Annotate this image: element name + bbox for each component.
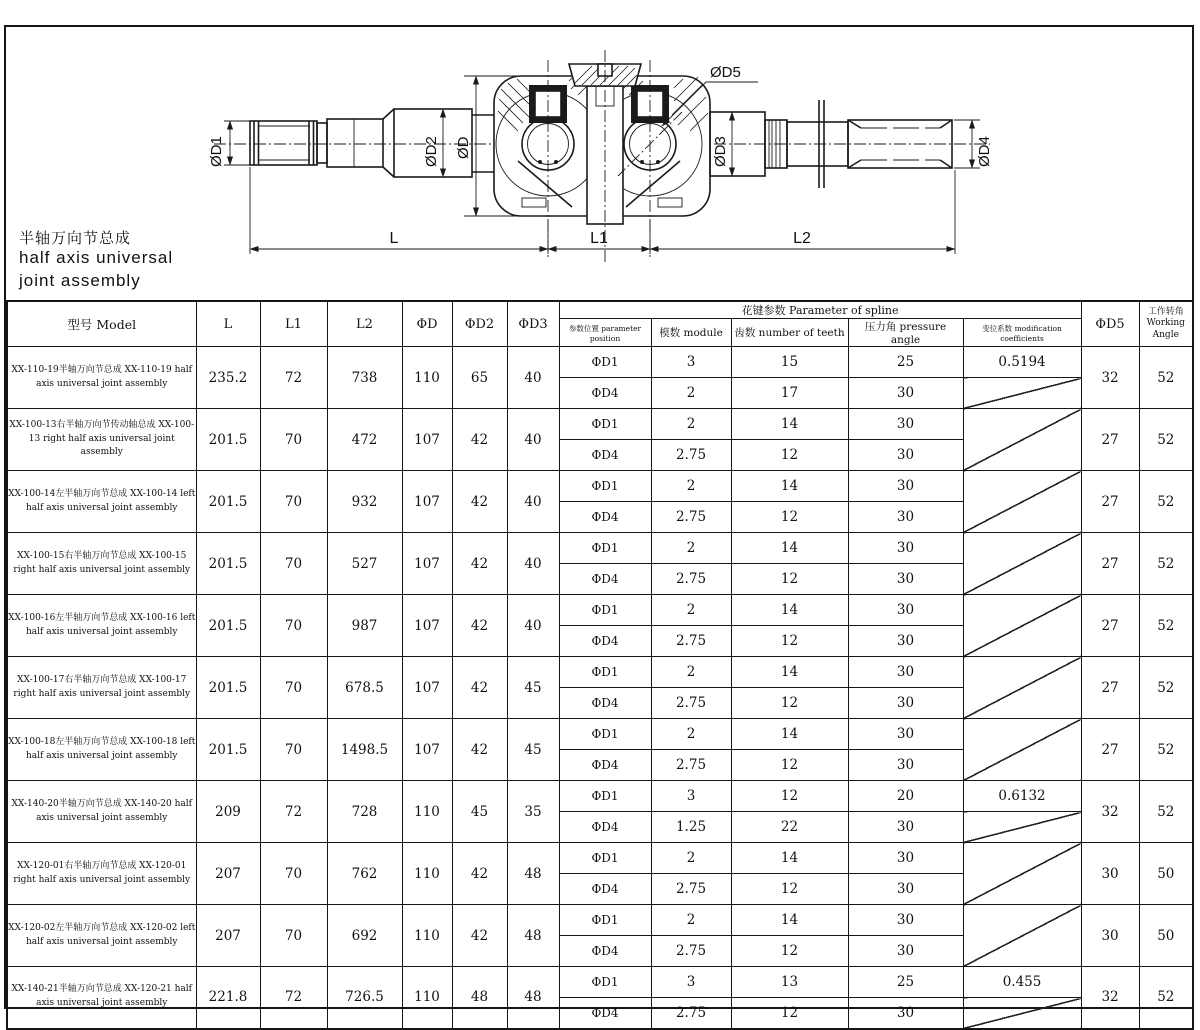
- dD5-cell: 27: [1081, 471, 1139, 533]
- header-model: 型号 Model: [7, 301, 196, 347]
- dD3-cell: 40: [507, 409, 559, 471]
- dD5-cell: 30: [1081, 905, 1139, 967]
- L1-cell: 70: [260, 719, 327, 781]
- pressure-angle-cell: 30: [848, 750, 963, 781]
- pressure-angle-cell: 30: [848, 688, 963, 719]
- working-angle-cell: 52: [1139, 595, 1193, 657]
- L1-cell: 70: [260, 595, 327, 657]
- pressure-angle-cell: 30: [848, 409, 963, 440]
- mod-coeff-cell: [963, 471, 1081, 533]
- header-mod-coeff: 变位系数 modification coefficients: [963, 319, 1081, 347]
- dD5-cell: 27: [1081, 409, 1139, 471]
- teeth-cell: 12: [731, 688, 848, 719]
- teeth-cell: 12: [731, 874, 848, 905]
- model-cell: XX-120-02左半轴万向节总成 XX-120-02 left half axis universal joint assembly: [7, 905, 196, 967]
- L1-cell: 72: [260, 781, 327, 843]
- dD2-cell: 65: [452, 347, 507, 409]
- L1-cell: 72: [260, 967, 327, 1029]
- table-row: [7, 471, 1193, 502]
- spline-position-cell: ΦD4: [559, 440, 651, 471]
- module-cell: 2: [651, 657, 731, 688]
- label-L2: L2: [793, 230, 811, 247]
- module-cell: 2.75: [651, 936, 731, 967]
- module-cell: 2.75: [651, 626, 731, 657]
- teeth-cell: 14: [731, 719, 848, 750]
- header-working-angle: [1139, 301, 1193, 347]
- L-cell: 207: [196, 843, 260, 905]
- table-row: [7, 719, 1193, 750]
- table-row: [7, 905, 1193, 936]
- spec-table-header: [7, 301, 1193, 347]
- teeth-cell: 15: [731, 347, 848, 378]
- dD3-cell: 35: [507, 781, 559, 843]
- L2-cell: 932: [327, 471, 402, 533]
- mod-coeff-cell: [963, 533, 1081, 595]
- L-cell: 201.5: [196, 719, 260, 781]
- L-cell: 201.5: [196, 657, 260, 719]
- table-row: [7, 657, 1193, 688]
- module-cell: 3: [651, 967, 731, 998]
- working-angle-cell: 52: [1139, 719, 1193, 781]
- dD5-cell: 27: [1081, 595, 1139, 657]
- teeth-cell: 12: [731, 998, 848, 1029]
- spline-position-cell: ΦD4: [559, 874, 651, 905]
- dD-cell: 110: [402, 967, 452, 1029]
- spline-position-cell: ΦD1: [559, 657, 651, 688]
- working-angle-cell: 52: [1139, 781, 1193, 843]
- L1-cell: 70: [260, 409, 327, 471]
- mod-coeff-cell: [963, 998, 1081, 1029]
- module-cell: 3: [651, 781, 731, 812]
- label-L1: L1: [590, 230, 608, 247]
- teeth-cell: 14: [731, 533, 848, 564]
- sheet-frame: [4, 25, 1194, 1021]
- dD3-cell: 48: [507, 843, 559, 905]
- dD-cell: 107: [402, 719, 452, 781]
- teeth-cell: 12: [731, 936, 848, 967]
- model-cell: XX-100-14左半轴万向节总成 XX-100-14 left half axis universal joint assembly: [7, 471, 196, 533]
- table-row: [7, 347, 1193, 378]
- teeth-cell: 17: [731, 378, 848, 409]
- L2-cell: 692: [327, 905, 402, 967]
- dD-cell: 110: [402, 843, 452, 905]
- dD-cell: 110: [402, 905, 452, 967]
- pressure-angle-cell: 30: [848, 843, 963, 874]
- spline-position-cell: ΦD4: [559, 688, 651, 719]
- header-L: L: [196, 301, 260, 347]
- module-cell: 2: [651, 843, 731, 874]
- spline-position-cell: ΦD1: [559, 409, 651, 440]
- L1-cell: 70: [260, 533, 327, 595]
- dD3-cell: 48: [507, 905, 559, 967]
- L-cell: 201.5: [196, 533, 260, 595]
- L2-cell: 728: [327, 781, 402, 843]
- module-cell: 2: [651, 378, 731, 409]
- mod-coeff-cell: [963, 905, 1081, 967]
- model-cell: XX-110-19半轴万向节总成 XX-110-19 half axis universal joint assembly: [7, 347, 196, 409]
- pressure-angle-cell: 30: [848, 378, 963, 409]
- dim-d2: [423, 109, 443, 177]
- L-cell: 201.5: [196, 471, 260, 533]
- teeth-cell: 13: [731, 967, 848, 998]
- spline-position-cell: ΦD1: [559, 781, 651, 812]
- module-cell: 2.75: [651, 750, 731, 781]
- pressure-angle-cell: 30: [848, 502, 963, 533]
- model-cell: XX-140-20半轴万向节总成 XX-140-20 half axis universal joint assembly: [7, 781, 196, 843]
- dD-cell: 107: [402, 657, 452, 719]
- teeth-cell: 14: [731, 657, 848, 688]
- dD-cell: 110: [402, 347, 452, 409]
- dD5-cell: 27: [1081, 657, 1139, 719]
- pressure-angle-cell: 30: [848, 595, 963, 626]
- table-row: [7, 533, 1193, 564]
- module-cell: 1.25: [651, 812, 731, 843]
- module-cell: 2.75: [651, 688, 731, 719]
- spline-position-cell: ΦD4: [559, 750, 651, 781]
- dD3-cell: 40: [507, 471, 559, 533]
- table-row: [7, 781, 1193, 812]
- L1-cell: 70: [260, 843, 327, 905]
- module-cell: 2.75: [651, 564, 731, 595]
- dD5-cell: 32: [1081, 967, 1139, 1029]
- assembly-title-en-line2: joint assembly: [19, 271, 141, 290]
- working-angle-cell: 50: [1139, 843, 1193, 905]
- module-cell: 2: [651, 533, 731, 564]
- dD-cell: 107: [402, 409, 452, 471]
- L-cell: 235.2: [196, 347, 260, 409]
- mod-coeff-cell: [963, 812, 1081, 843]
- mod-coeff-cell: 0.5194: [963, 347, 1081, 378]
- module-cell: 2.75: [651, 874, 731, 905]
- spline-position-cell: ΦD1: [559, 967, 651, 998]
- module-cell: 2.75: [651, 502, 731, 533]
- model-cell: XX-100-17右半轴万向节总成 XX-100-17 right half axis universal joint assembly: [7, 657, 196, 719]
- header-dD5: ΦD5: [1081, 301, 1139, 347]
- pressure-angle-cell: 30: [848, 719, 963, 750]
- dD-cell: 107: [402, 533, 452, 595]
- header-working-angle-cn: 工作转角: [1147, 307, 1184, 318]
- teeth-cell: 12: [731, 564, 848, 595]
- label-d5: ØD5: [710, 64, 741, 81]
- dD5-cell: 32: [1081, 347, 1139, 409]
- module-cell: 2: [651, 595, 731, 626]
- spline-position-cell: ΦD4: [559, 812, 651, 843]
- model-cell: XX-100-18左半轴万向节总成 XX-100-18 left half axis universal joint assembly: [7, 719, 196, 781]
- dD2-cell: 42: [452, 533, 507, 595]
- teeth-cell: 12: [731, 440, 848, 471]
- dD3-cell: 40: [507, 347, 559, 409]
- working-angle-cell: 52: [1139, 967, 1193, 1029]
- L1-cell: 72: [260, 347, 327, 409]
- L2-cell: 472: [327, 409, 402, 471]
- spline-position-cell: ΦD4: [559, 936, 651, 967]
- module-cell: 2: [651, 409, 731, 440]
- table-row: [7, 967, 1193, 998]
- working-angle-cell: 52: [1139, 657, 1193, 719]
- working-angle-cell: 52: [1139, 409, 1193, 471]
- header-dD2: ΦD2: [452, 301, 507, 347]
- label-d3: ØD3: [712, 136, 729, 167]
- dD2-cell: 48: [452, 967, 507, 1029]
- dD2-cell: 42: [452, 843, 507, 905]
- L2-cell: 1498.5: [327, 719, 402, 781]
- dD2-cell: 42: [452, 595, 507, 657]
- header-module: 模数 module: [651, 319, 731, 347]
- label-L: L: [389, 230, 399, 247]
- spec-table: [6, 300, 1194, 1030]
- dD2-cell: 42: [452, 471, 507, 533]
- spline-position-cell: ΦD4: [559, 502, 651, 533]
- mod-coeff-cell: [963, 843, 1081, 905]
- header-spline-group: 花键参数 Parameter of spline: [559, 301, 1081, 319]
- teeth-cell: 14: [731, 595, 848, 626]
- label-d4: ØD4: [976, 136, 993, 167]
- dD2-cell: 45: [452, 781, 507, 843]
- working-angle-cell: 52: [1139, 471, 1193, 533]
- L2-cell: 726.5: [327, 967, 402, 1029]
- model-cell: XX-140-21半轴万向节总成 XX-120-21 half axis universal joint assembly: [7, 967, 196, 1029]
- L1-cell: 70: [260, 657, 327, 719]
- L1-cell: 70: [260, 471, 327, 533]
- teeth-cell: 14: [731, 905, 848, 936]
- teeth-cell: 12: [731, 626, 848, 657]
- assembly-title-cn: 半轴万向节总成: [19, 229, 132, 247]
- dD3-cell: 40: [507, 533, 559, 595]
- pressure-angle-cell: 30: [848, 533, 963, 564]
- pressure-angle-cell: 30: [848, 812, 963, 843]
- spline-position-cell: ΦD4: [559, 378, 651, 409]
- pressure-angle-cell: 30: [848, 626, 963, 657]
- assembly-title-en-line1: half axis universal: [19, 248, 174, 267]
- header-dD3: ΦD3: [507, 301, 559, 347]
- L2-cell: 762: [327, 843, 402, 905]
- spline-position-cell: ΦD1: [559, 471, 651, 502]
- header-working-angle-en: Working Angle: [1146, 318, 1185, 340]
- pressure-angle-cell: 30: [848, 905, 963, 936]
- module-cell: 2: [651, 905, 731, 936]
- L-cell: 221.8: [196, 967, 260, 1029]
- pressure-angle-cell: 30: [848, 874, 963, 905]
- dD3-cell: 45: [507, 719, 559, 781]
- teeth-cell: 12: [731, 750, 848, 781]
- dD3-cell: 45: [507, 657, 559, 719]
- mod-coeff-cell: 0.6132: [963, 781, 1081, 812]
- mod-coeff-cell: [963, 378, 1081, 409]
- working-angle-cell: 50: [1139, 905, 1193, 967]
- label-d: ØD: [455, 136, 472, 159]
- spline-position-cell: ΦD4: [559, 564, 651, 595]
- spline-position-cell: ΦD1: [559, 905, 651, 936]
- table-row: [7, 409, 1193, 440]
- teeth-cell: 22: [731, 812, 848, 843]
- dD3-cell: 48: [507, 967, 559, 1029]
- header-teeth: 齿数 number of teeth: [731, 319, 848, 347]
- header-param-position: 参数位置 parameter position: [559, 319, 651, 347]
- dD2-cell: 42: [452, 409, 507, 471]
- dD-cell: 110: [402, 781, 452, 843]
- L2-cell: 738: [327, 347, 402, 409]
- spline-position-cell: ΦD4: [559, 998, 651, 1029]
- model-cell: XX-100-15右半轴万向节总成 XX-100-15 right half axis universal joint assembly: [7, 533, 196, 595]
- dD2-cell: 42: [452, 719, 507, 781]
- working-angle-cell: 52: [1139, 533, 1193, 595]
- spline-position-cell: ΦD1: [559, 843, 651, 874]
- mod-coeff-cell: 0.455: [963, 967, 1081, 998]
- teeth-cell: 14: [731, 843, 848, 874]
- teeth-cell: 12: [731, 781, 848, 812]
- L-cell: 201.5: [196, 595, 260, 657]
- pressure-angle-cell: 30: [848, 564, 963, 595]
- spline-position-cell: ΦD4: [559, 626, 651, 657]
- pressure-angle-cell: 25: [848, 347, 963, 378]
- module-cell: 2: [651, 471, 731, 502]
- header-pressure-angle: 压力角 pressure angle: [848, 319, 963, 347]
- header-L1: L1: [260, 301, 327, 347]
- dD5-cell: 27: [1081, 719, 1139, 781]
- working-angle-cell: 52: [1139, 347, 1193, 409]
- dD5-cell: 32: [1081, 781, 1139, 843]
- L2-cell: 527: [327, 533, 402, 595]
- L2-cell: 678.5: [327, 657, 402, 719]
- spline-position-cell: ΦD1: [559, 533, 651, 564]
- teeth-cell: 12: [731, 502, 848, 533]
- label-d2: ØD2: [423, 136, 440, 167]
- module-cell: 2.75: [651, 440, 731, 471]
- spline-position-cell: ΦD1: [559, 719, 651, 750]
- L-cell: 207: [196, 905, 260, 967]
- teeth-cell: 14: [731, 409, 848, 440]
- spline-position-cell: ΦD1: [559, 595, 651, 626]
- mod-coeff-cell: [963, 657, 1081, 719]
- pressure-angle-cell: 30: [848, 440, 963, 471]
- mod-coeff-cell: [963, 595, 1081, 657]
- dD-cell: 107: [402, 471, 452, 533]
- module-cell: 3: [651, 347, 731, 378]
- teeth-cell: 14: [731, 471, 848, 502]
- mod-coeff-cell: [963, 409, 1081, 471]
- pressure-angle-cell: 30: [848, 998, 963, 1029]
- L-cell: 201.5: [196, 409, 260, 471]
- dD5-cell: 27: [1081, 533, 1139, 595]
- model-cell: XX-100-13右半轴万向节传动轴总成 XX-100-13 right half axis universal joint assembly: [7, 409, 196, 471]
- table-row: [7, 595, 1193, 626]
- pressure-angle-cell: 30: [848, 936, 963, 967]
- header-dD: ΦD: [402, 301, 452, 347]
- spec-table-body: [7, 347, 1193, 1029]
- model-cell: XX-120-01右半轴万向节总成 XX-120-01 right half axis universal joint assembly: [7, 843, 196, 905]
- dD2-cell: 42: [452, 905, 507, 967]
- module-cell: 2.75: [651, 998, 731, 1029]
- label-d1: ØD1: [208, 136, 225, 167]
- dD2-cell: 42: [452, 657, 507, 719]
- pressure-angle-cell: 20: [848, 781, 963, 812]
- model-cell: XX-100-16左半轴万向节总成 XX-100-16 left half axis universal joint assembly: [7, 595, 196, 657]
- table-row: [7, 843, 1193, 874]
- header-L2: L2: [327, 301, 402, 347]
- L1-cell: 70: [260, 905, 327, 967]
- pressure-angle-cell: 30: [848, 471, 963, 502]
- pressure-angle-cell: 25: [848, 967, 963, 998]
- pressure-angle-cell: 30: [848, 657, 963, 688]
- spline-position-cell: ΦD1: [559, 347, 651, 378]
- dD3-cell: 40: [507, 595, 559, 657]
- dD-cell: 107: [402, 595, 452, 657]
- module-cell: 2: [651, 719, 731, 750]
- technical-drawing: [6, 27, 1192, 302]
- L2-cell: 987: [327, 595, 402, 657]
- dD5-cell: 30: [1081, 843, 1139, 905]
- mod-coeff-cell: [963, 719, 1081, 781]
- L-cell: 209: [196, 781, 260, 843]
